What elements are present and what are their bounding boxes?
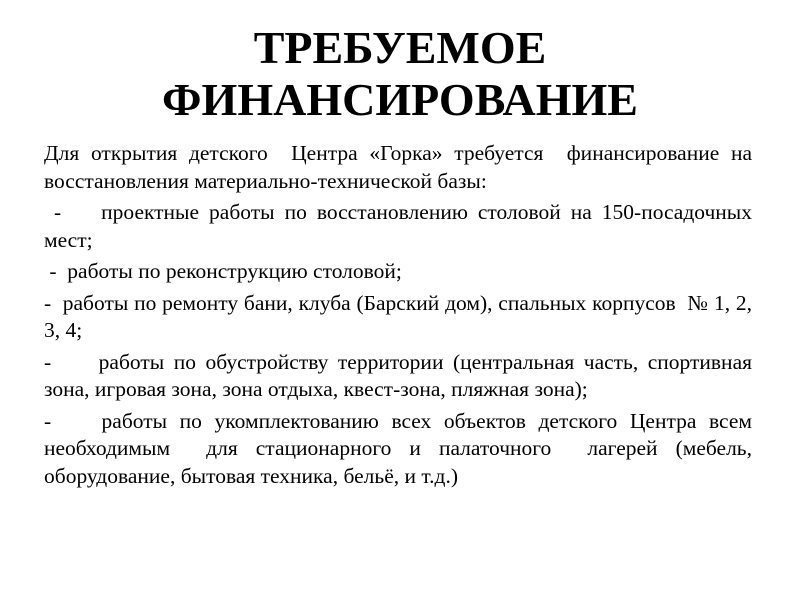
bullet-canteen-reconstruction: - работы по реконструкцию столовой; xyxy=(44,259,402,283)
slide-body xyxy=(44,140,752,490)
slide-title-line-1: ТРЕБУЕМОЕ xyxy=(253,22,547,73)
intro-paragraph: Для открытия детского Центра «Горка» требуется финансирование на восстановления материально-технической базы: xyxy=(44,141,752,193)
bullet-territory-improvement: - работы по обустройству территории (центральная часть, спортивная зона, игровая зона, зона отдыха, квест-зона, пляжная зона); xyxy=(44,349,752,401)
slide-title-line-2: ФИНАНСИРОВАНИЕ xyxy=(162,74,638,125)
bullet-building-repairs: - работы по ремонту бани, клуба (Барский дом), спальных корпусов № 1, 2, 3, 4; xyxy=(44,290,752,342)
bullet-equipment-supply: - работы по укомплектованию всех объектов детского Центра всем необходимым для стационарного и палаточного лагерей (мебель, оборудование, бытовая техника, бельё, и т.д.) xyxy=(44,408,752,488)
slide-title xyxy=(0,0,800,126)
bullet-design-works: - проектные работы по восстановлению столовой на 150-посадочных мест; xyxy=(44,200,752,252)
